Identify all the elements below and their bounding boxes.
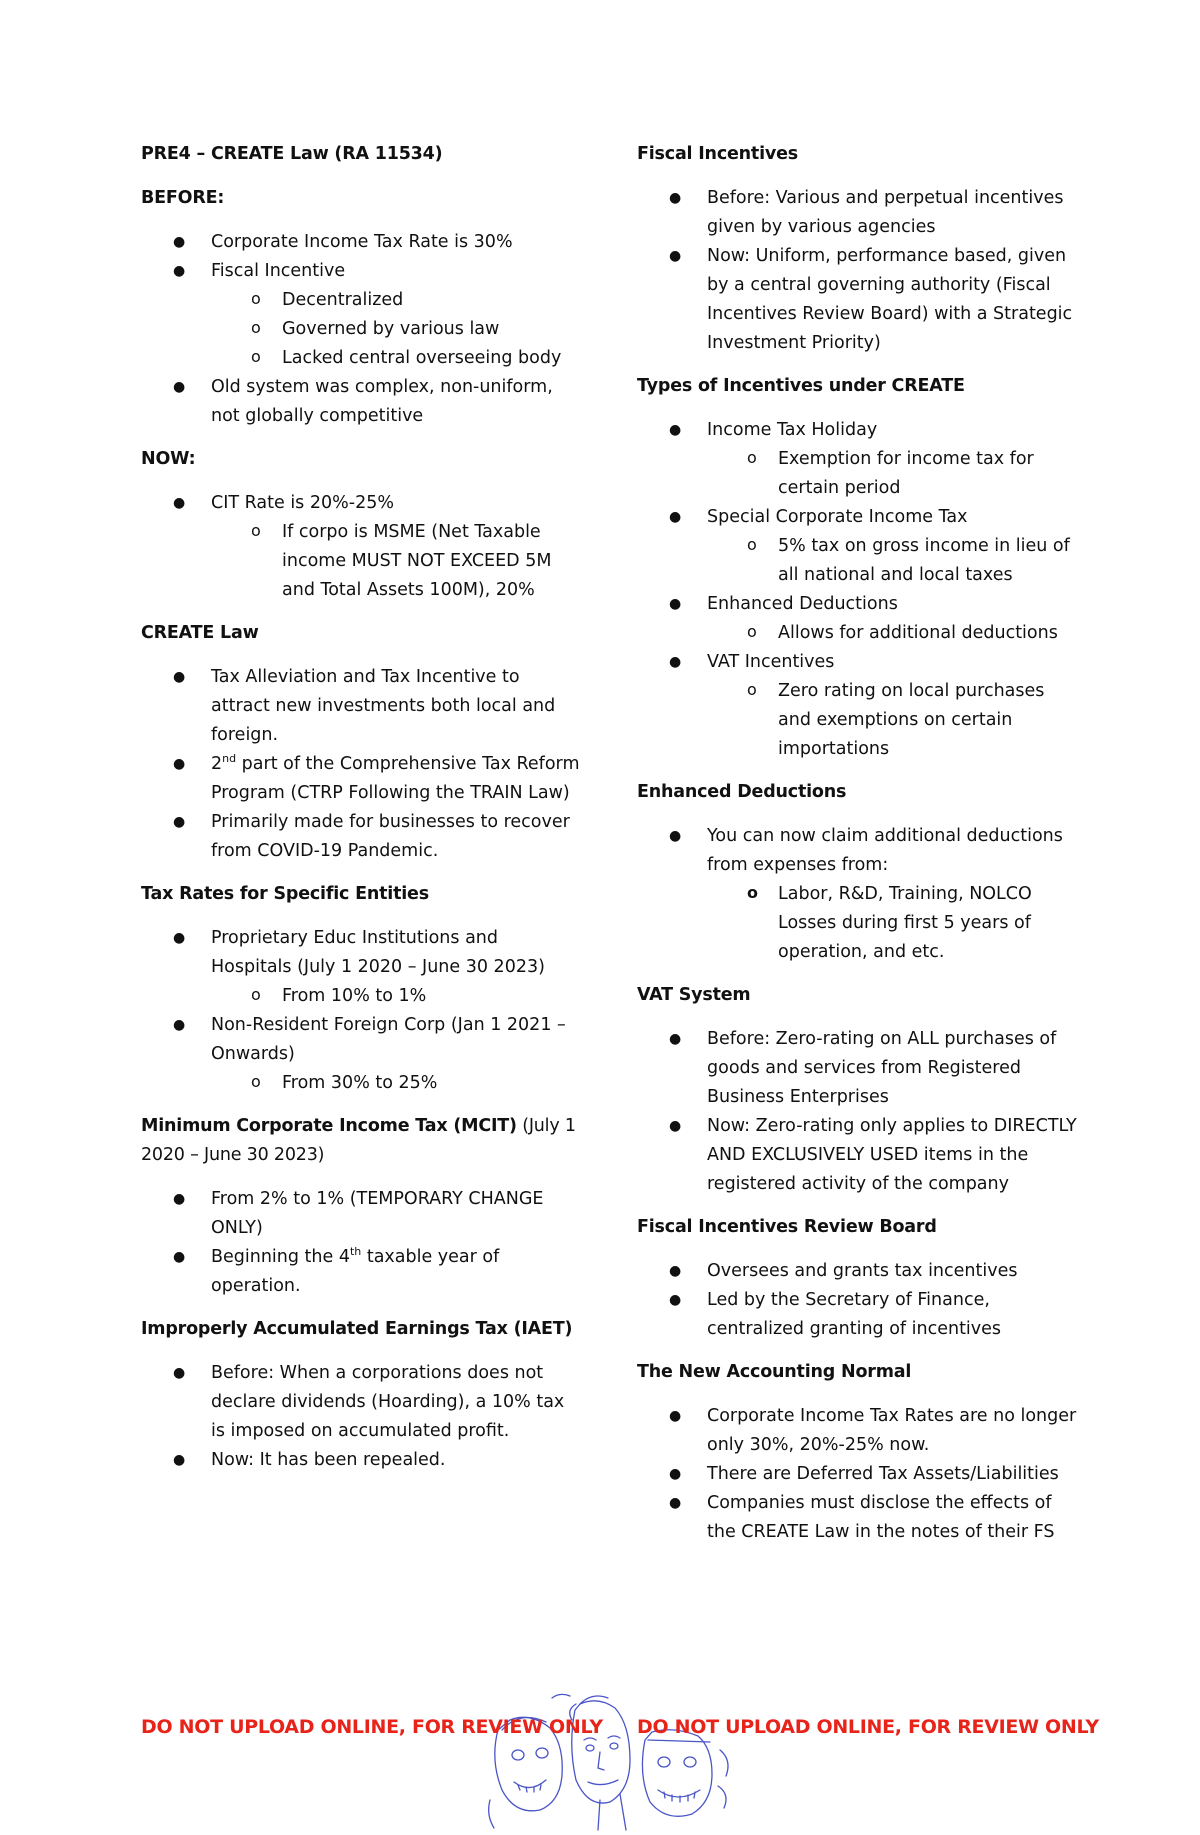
bullet-icon: ● — [173, 495, 186, 511]
sub-bullet-icon: o — [747, 883, 758, 902]
sub-list-item: o From 30% to 25% — [141, 1069, 581, 1098]
sub-list-item: o 5% tax on gross income in lieu of all national and local taxes — [637, 532, 1077, 590]
upload-warning-left: DO NOT UPLOAD ONLINE, FOR REVIEW ONLY — [141, 1716, 603, 1738]
list-item: ● Corporate Income Tax Rates are no longer only 30%, 20%-25% now. — [637, 1402, 1077, 1460]
bullet-icon: ● — [173, 1017, 186, 1033]
create-law-heading: CREATE Law — [141, 623, 259, 643]
fiscal-incentives-list — [637, 184, 1077, 358]
list-item: ● Fiscal Incentive — [141, 257, 581, 286]
sub-list-item: o Allows for additional deductions — [637, 619, 1077, 648]
list-item: ● Before: Zero-rating on ALL purchases of goods and services from Registered Business Enterprises — [637, 1025, 1077, 1112]
list-item: ● Old system was complex, non-uniform, not globally competitive — [141, 373, 581, 431]
bullet-icon: ● — [173, 1191, 186, 1207]
tax-rates-list — [141, 924, 581, 1098]
bullet-icon: ● — [669, 1495, 682, 1511]
list-item: ● VAT Incentives — [637, 648, 1077, 677]
list-item: ● Primarily made for businesses to recover from COVID-19 Pandemic. — [141, 808, 581, 866]
bullet-icon: ● — [173, 234, 186, 250]
sub-list-item: o Lacked central overseeing body — [141, 344, 581, 373]
fiscal-incentives-heading: Fiscal Incentives — [637, 144, 798, 164]
before-heading: BEFORE: — [141, 188, 225, 208]
list-item: ● Before: Various and perpetual incentives given by various agencies — [637, 184, 1077, 242]
before-list — [141, 228, 581, 431]
bullet-icon: ● — [173, 379, 186, 395]
list-item: ● Enhanced Deductions — [637, 590, 1077, 619]
list-item: ● There are Deferred Tax Assets/Liabilities — [637, 1460, 1077, 1489]
types-list — [637, 416, 1077, 764]
sub-bullet-icon: o — [251, 521, 261, 540]
bullet-icon: ● — [173, 1452, 186, 1468]
sub-list-item: o Zero rating on local purchases and exemptions on certain importations — [637, 677, 1077, 764]
list-item: ● Now: Uniform, performance based, given by a central governing authority (Fiscal Incentives Review Board) with a Strategic Investment Priority) — [637, 242, 1077, 358]
list-item: ● Now: Zero-rating only applies to DIRECTLY AND EXCLUSIVELY USED items in the registered activity of the company — [637, 1112, 1077, 1199]
list-item: ● Beginning the 4th taxable year of operation. — [141, 1243, 581, 1301]
list-item: ● Non-Resident Foreign Corp (Jan 1 2021 – Onwards) — [141, 1011, 581, 1069]
list-item: ● Now: It has been repealed. — [141, 1446, 581, 1475]
tax-rates-heading: Tax Rates for Specific Entities — [141, 884, 429, 904]
bullet-icon: ● — [173, 1249, 186, 1265]
bullet-icon: ● — [669, 1118, 682, 1134]
sub-bullet-icon: o — [251, 985, 261, 1004]
left-column — [141, 140, 581, 1489]
vat-system-heading: VAT System — [637, 985, 751, 1005]
sub-bullet-icon: o — [747, 535, 757, 554]
sub-list-item: o If corpo is MSME (Net Taxable income MUST NOT EXCEED 5M and Total Assets 100M), 20% — [141, 518, 581, 605]
bullet-icon: ● — [669, 1263, 682, 1279]
sub-bullet-icon: o — [747, 448, 757, 467]
bullet-icon: ● — [669, 654, 682, 670]
list-item: ● From 2% to 1% (TEMPORARY CHANGE ONLY) — [141, 1185, 581, 1243]
bullet-icon: ● — [669, 1466, 682, 1482]
bullet-icon: ● — [669, 509, 682, 525]
doodle-faces-watermark-icon — [480, 1690, 740, 1835]
new-accounting-normal-heading: The New Accounting Normal — [637, 1362, 912, 1382]
list-item: ● Proprietary Educ Institutions and Hospitals (July 1 2020 – June 30 2023) — [141, 924, 581, 982]
list-item: ● Led by the Secretary of Finance, centralized granting of incentives — [637, 1286, 1077, 1344]
bullet-icon: ● — [173, 669, 186, 685]
bullet-icon: ● — [669, 422, 682, 438]
bullet-icon: ● — [669, 1292, 682, 1308]
list-item: ● 2nd part of the Comprehensive Tax Reform Program (CTRP Following the TRAIN Law) — [141, 750, 581, 808]
firb-heading: Fiscal Incentives Review Board — [637, 1217, 937, 1237]
sub-list-item: o Decentralized — [141, 286, 581, 315]
list-item: ● CIT Rate is 20%-25% — [141, 489, 581, 518]
firb-list — [637, 1257, 1077, 1344]
right-column — [637, 140, 1077, 1561]
now-list — [141, 489, 581, 605]
bullet-icon: ● — [669, 596, 682, 612]
sub-bullet-icon: o — [747, 680, 757, 699]
mcit-heading: Minimum Corporate Income Tax (MCIT) (July 1 2020 – June 30 2023) — [141, 1116, 576, 1165]
list-item: ● Companies must disclose the effects of the CREATE Law in the notes of their FS — [637, 1489, 1077, 1547]
list-item: ● Corporate Income Tax Rate is 30% — [141, 228, 581, 257]
sub-list-item: o Exemption for income tax for certain period — [637, 445, 1077, 503]
new-accounting-normal-list — [637, 1402, 1077, 1547]
bullet-icon: ● — [173, 930, 186, 946]
sub-bullet-icon: o — [747, 622, 757, 641]
bullet-icon: ● — [669, 1408, 682, 1424]
bullet-icon: ● — [173, 263, 186, 279]
enhanced-deductions-list — [637, 822, 1077, 967]
list-item: ● You can now claim additional deductions from expenses from: — [637, 822, 1077, 880]
list-item: ● Tax Alleviation and Tax Incentive to attract new investments both local and foreign. — [141, 663, 581, 750]
sub-bullet-icon: o — [251, 347, 261, 366]
list-item: ● Special Corporate Income Tax — [637, 503, 1077, 532]
now-heading: NOW: — [141, 449, 196, 469]
enhanced-deductions-heading: Enhanced Deductions — [637, 782, 847, 802]
iaet-heading: Improperly Accumulated Earnings Tax (IAET) — [141, 1319, 573, 1339]
list-item: ● Oversees and grants tax incentives — [637, 1257, 1077, 1286]
bullet-icon: ● — [669, 248, 682, 264]
upload-warning-right: DO NOT UPLOAD ONLINE, FOR REVIEW ONLY — [637, 1716, 1099, 1738]
bullet-icon: ● — [669, 190, 682, 206]
sub-list-item: o Governed by various law — [141, 315, 581, 344]
vat-system-list — [637, 1025, 1077, 1199]
document-title: PRE4 – CREATE Law (RA 11534) — [141, 144, 443, 164]
bullet-icon: ● — [173, 1365, 186, 1381]
list-item: ● Before: When a corporations does not declare dividends (Hoarding), a 10% tax is imposed on accumulated profit. — [141, 1359, 581, 1446]
bullet-icon: ● — [173, 814, 186, 830]
types-heading: Types of Incentives under CREATE — [637, 376, 965, 396]
sub-bullet-icon: o — [251, 318, 261, 337]
iaet-list — [141, 1359, 581, 1475]
sub-list-item: o From 10% to 1% — [141, 982, 581, 1011]
sub-list-item: o Labor, R&D, Training, NOLCO Losses during first 5 years of operation, and etc. — [637, 880, 1077, 967]
bullet-icon: ● — [173, 756, 186, 772]
sub-bullet-icon: o — [251, 289, 261, 308]
mcit-list — [141, 1185, 581, 1301]
create-law-list — [141, 663, 581, 866]
sub-bullet-icon: o — [251, 1072, 261, 1091]
bullet-icon: ● — [669, 1031, 682, 1047]
bullet-icon: ● — [669, 828, 682, 844]
list-item: ● Income Tax Holiday — [637, 416, 1077, 445]
